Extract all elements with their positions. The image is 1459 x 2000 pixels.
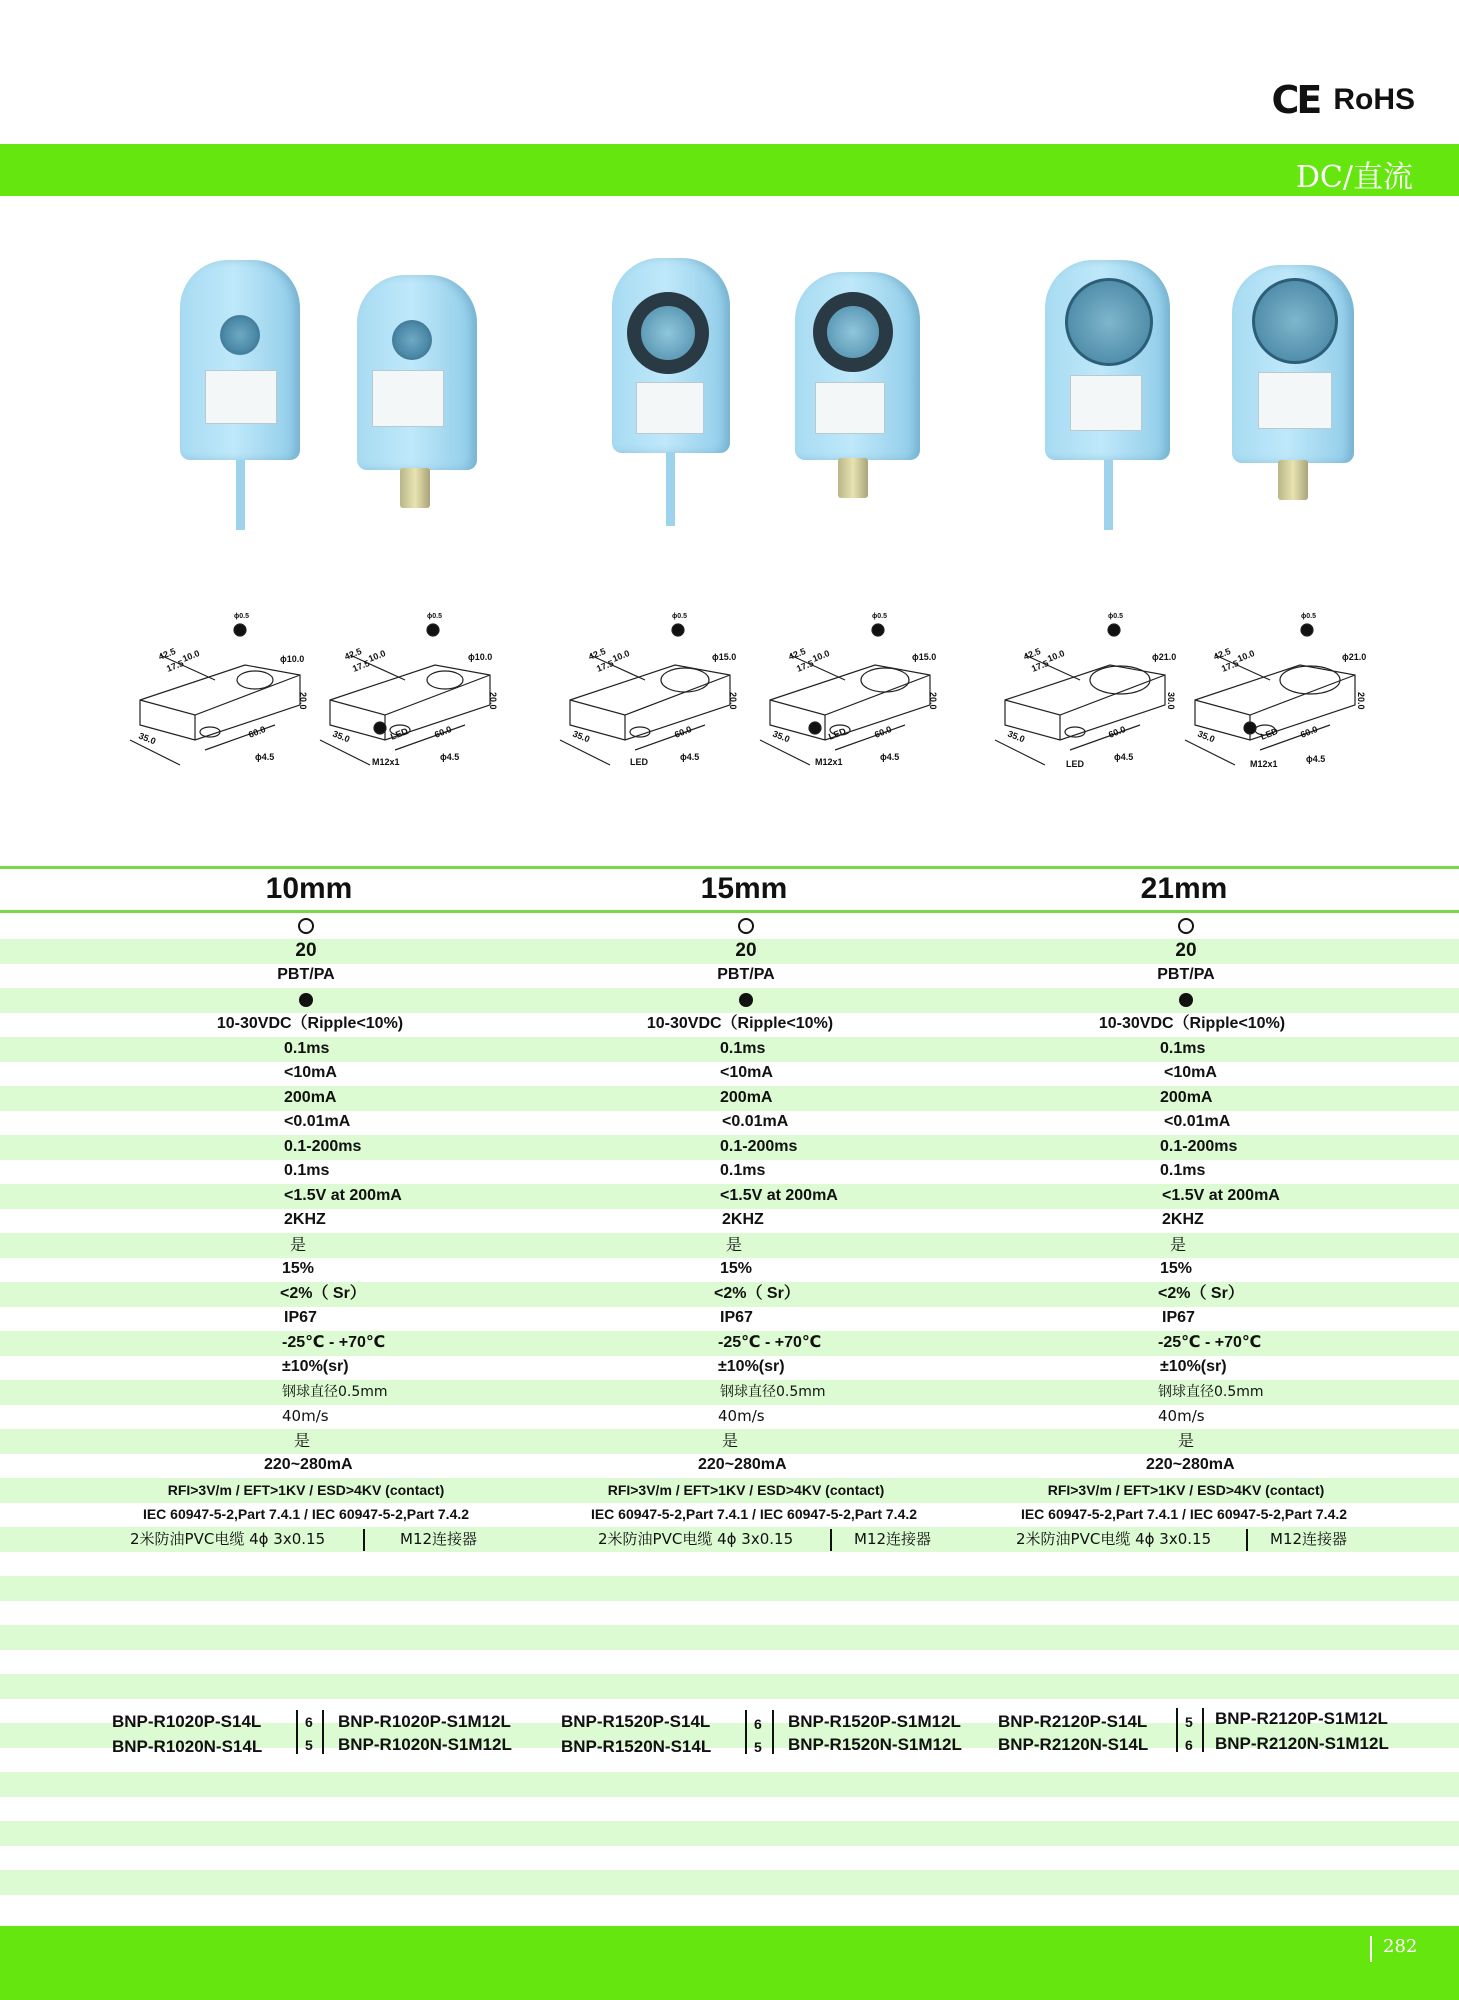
model-npn-cable: BNP-R1520N-S14L <box>561 1737 712 1756</box>
model-divider <box>772 1710 774 1754</box>
spec-value: 钢球直径0.5mm <box>720 1384 826 1400</box>
dim-label: ϕ4.5 <box>1114 752 1134 762</box>
wire-count: 5 <box>1185 1714 1193 1730</box>
dim-label: 10.0 <box>1046 648 1067 664</box>
led-tag: ϕ0.5 <box>1108 613 1123 620</box>
dim-label: 10.0 <box>181 648 202 664</box>
model-npn-cable: BNP-R2120N-S14L <box>998 1735 1149 1754</box>
dot-icon <box>299 993 313 1007</box>
spec-row <box>0 1453 1459 1478</box>
spec-value: <10mA <box>284 1064 337 1081</box>
dim-label: ϕ15.0 <box>912 652 937 662</box>
drawing-21mm-plug <box>1185 624 1355 765</box>
plug-spec: M12连接器 <box>854 1530 932 1548</box>
dim-label: 60.0 <box>247 724 268 740</box>
spec-row-connection <box>0 1527 1459 1552</box>
spec-value: IP67 <box>720 1309 753 1326</box>
dim-label: ϕ10.0 <box>280 654 305 664</box>
spec-row <box>0 939 1459 964</box>
dim-label: ϕ10.0 <box>468 652 493 662</box>
dim-label: 35.0 <box>1006 728 1027 745</box>
spec-row <box>0 1282 1459 1307</box>
dim-label: 17.5 <box>1030 658 1051 674</box>
spec-value: -25℃ - +70℃ <box>1158 1334 1262 1351</box>
led-tag: ϕ0.5 <box>672 613 687 620</box>
spec-value: 40m/s <box>282 1407 329 1425</box>
drawing-10mm-cable <box>130 624 300 765</box>
spec-value: 0.1ms <box>1160 1040 1206 1057</box>
spec-value: IP67 <box>284 1309 317 1326</box>
top-band <box>0 144 1459 196</box>
spec-value: ±10%(sr) <box>282 1358 349 1375</box>
spec-row <box>0 1429 1459 1454</box>
dim-label: 20.0 <box>1356 692 1366 710</box>
spec-row <box>0 1110 1459 1135</box>
spec-value: IEC 60947-5-2,Part 7.4.1 / IEC 60947-5-2,Part 7.4.2 <box>590 1506 918 1522</box>
spec-value: <1.5V at 200mA <box>1162 1187 1280 1204</box>
spec-value: <1.5V at 200mA <box>720 1187 838 1204</box>
wire-count: 6 <box>754 1716 762 1732</box>
spec-value: 是 <box>290 1235 307 1254</box>
spec-value: <2%（ Sr） <box>280 1285 366 1302</box>
wire-count: 5 <box>305 1737 313 1753</box>
dim-label: 10.0 <box>367 648 388 664</box>
spec-row <box>0 1380 1459 1405</box>
led-tag: ϕ0.5 <box>427 613 442 620</box>
spec-value: 10-30VDC（Ripple<10%) <box>1098 1015 1286 1032</box>
dim-label: 17.5 <box>351 658 372 674</box>
model-pnp-cable: BNP-R2120P-S14L <box>998 1712 1148 1731</box>
table-top-rule <box>0 866 1459 869</box>
thread-label: M12x1 <box>815 757 843 767</box>
dim-label: 42.5 <box>787 646 808 662</box>
page-number-divider <box>1370 1936 1372 1962</box>
spec-value: 15% <box>720 1260 753 1277</box>
model-divider <box>322 1710 324 1754</box>
spec-value: PBT/PA <box>717 966 775 983</box>
spec-value: IEC 60947-5-2,Part 7.4.1 / IEC 60947-5-2,Part 7.4.2 <box>1020 1506 1348 1522</box>
spec-value: <1.5V at 200mA <box>284 1187 402 1204</box>
spec-value: 2KHZ <box>722 1211 764 1228</box>
spec-value: 220~280mA <box>264 1456 353 1473</box>
dim-label: 10.0 <box>1236 648 1257 664</box>
spec-row <box>0 1135 1459 1160</box>
led-label: LED <box>389 725 410 742</box>
spec-value: RFI>3V/m / EFT>1KV / ESD>4KV (contact) <box>167 1482 445 1498</box>
dim-label: ϕ21.0 <box>1342 652 1367 662</box>
spec-value: 15% <box>282 1260 315 1277</box>
spec-value: <0.01mA <box>284 1113 351 1130</box>
spec-value: 40m/s <box>718 1407 765 1425</box>
dot-icon <box>739 993 753 1007</box>
spec-value: 钢球直径0.5mm <box>1158 1384 1264 1400</box>
wire-count: 6 <box>1185 1737 1193 1753</box>
led-label: LED <box>1259 725 1280 742</box>
spec-row <box>0 1012 1459 1037</box>
spec-value: <2%（ Sr） <box>1158 1285 1244 1302</box>
ring-icon <box>1178 918 1194 934</box>
dim-label: ϕ4.5 <box>680 752 700 762</box>
bottom-band <box>0 1926 1459 2000</box>
rohs-mark: RoHS <box>1333 83 1415 116</box>
spec-value: 0.1-200ms <box>1160 1138 1238 1155</box>
spec-value: 钢球直径0.5mm <box>282 1384 388 1400</box>
band-title: DC/直流 <box>1295 160 1413 195</box>
spec-value: -25℃ - +70℃ <box>718 1334 822 1351</box>
plug-spec: M12连接器 <box>400 1530 478 1548</box>
dim-label: 35.0 <box>771 728 792 745</box>
dot-icon <box>1179 993 1193 1007</box>
dim-label: 35.0 <box>331 728 352 745</box>
dim-label: ϕ4.5 <box>440 752 460 762</box>
dim-label: ϕ4.5 <box>255 752 275 762</box>
spec-value: 20 <box>295 940 317 961</box>
spec-row <box>0 1355 1459 1380</box>
drawing-15mm-plug <box>760 624 930 765</box>
dim-label: 42.5 <box>587 646 608 662</box>
drawing-21mm-cable <box>995 624 1165 765</box>
spec-value: 220~280mA <box>1146 1456 1235 1473</box>
spec-row <box>0 1478 1459 1503</box>
spec-row <box>0 1061 1459 1086</box>
ring-icon <box>298 918 314 934</box>
dim-label: 17.5 <box>595 658 616 674</box>
led-label: LED <box>827 725 848 742</box>
dim-label: 20.0 <box>298 692 308 710</box>
spec-value: 220~280mA <box>698 1456 787 1473</box>
page-number: 282 <box>1383 1936 1418 1957</box>
spec-value: 2KHZ <box>284 1211 326 1228</box>
spec-value: IP67 <box>1162 1309 1195 1326</box>
thread-label: M12x1 <box>1250 759 1278 769</box>
spec-value: RFI>3V/m / EFT>1KV / ESD>4KV (contact) <box>1047 1482 1325 1498</box>
spec-row <box>0 1233 1459 1258</box>
spec-row-shape <box>0 914 1459 939</box>
dim-label: 42.5 <box>343 646 364 662</box>
dim-label: 35.0 <box>1196 728 1217 745</box>
wire-count: 6 <box>305 1714 313 1730</box>
ring-icon <box>738 918 754 934</box>
model-pnp-plug: BNP-R1020P-S1M12L <box>338 1712 511 1731</box>
drawing-15mm-cable <box>560 624 730 765</box>
dim-label: 17.5 <box>1220 658 1241 674</box>
dim-label: 42.5 <box>157 646 178 662</box>
connection-divider <box>1246 1529 1248 1551</box>
spec-value: 是 <box>722 1431 739 1450</box>
spec-row <box>0 963 1459 988</box>
spec-value: 200mA <box>284 1089 337 1106</box>
spec-value: RFI>3V/m / EFT>1KV / ESD>4KV (contact) <box>607 1482 885 1498</box>
spec-row <box>0 1502 1459 1527</box>
spec-row <box>0 1306 1459 1331</box>
dim-label: ϕ21.0 <box>1152 652 1177 662</box>
spec-value: 15% <box>1160 1260 1193 1277</box>
spec-value: 10-30VDC（Ripple<10%) <box>646 1015 834 1032</box>
spec-value: 是 <box>726 1235 743 1254</box>
certification-marks <box>1271 78 1415 122</box>
connection-divider <box>363 1529 365 1551</box>
dim-label: 20.0 <box>928 692 938 710</box>
cable-spec: 2米防油PVC电缆 4ϕ 3x0.15 <box>598 1530 794 1548</box>
spec-row-led <box>0 988 1459 1013</box>
spec-row <box>0 1208 1459 1233</box>
dim-label: 17.5 <box>165 658 186 674</box>
model-npn-plug: BNP-R1520N-S1M12L <box>788 1735 962 1754</box>
spec-value: PBT/PA <box>277 966 335 983</box>
model-pnp-cable: BNP-R1520P-S14L <box>561 1712 711 1731</box>
spec-value: ±10%(sr) <box>718 1358 785 1375</box>
model-divider <box>1176 1708 1178 1752</box>
spec-value: 0.1ms <box>284 1040 330 1057</box>
spec-value: <2%（ Sr） <box>714 1285 800 1302</box>
spec-value: 0.1ms <box>284 1162 330 1179</box>
spec-value: 0.1ms <box>1160 1162 1206 1179</box>
wire-count: 5 <box>754 1739 762 1755</box>
cable-spec: 2米防油PVC电缆 4ϕ 3x0.15 <box>130 1530 326 1548</box>
table-header-rule <box>0 910 1459 913</box>
model-npn-plug: BNP-R2120N-S1M12L <box>1215 1734 1389 1753</box>
connection-divider <box>830 1529 832 1551</box>
spec-row <box>0 1184 1459 1209</box>
thread-label: M12x1 <box>372 757 400 767</box>
dim-label: ϕ4.5 <box>1306 754 1326 764</box>
spec-value: <0.01mA <box>722 1113 789 1130</box>
spec-value: 0.1-200ms <box>284 1138 362 1155</box>
dim-label: 17.5 <box>795 658 816 674</box>
spec-value: 是 <box>294 1431 311 1450</box>
dim-label: 10.0 <box>611 648 632 664</box>
dim-label: ϕ4.5 <box>880 752 900 762</box>
spec-value: PBT/PA <box>1157 966 1215 983</box>
dim-label: 20.0 <box>488 692 498 710</box>
led-label: LED <box>1066 759 1084 769</box>
model-divider <box>296 1710 298 1754</box>
cable-spec: 2米防油PVC电缆 4ϕ 3x0.15 <box>1016 1530 1212 1548</box>
spec-value: 0.1ms <box>720 1162 766 1179</box>
model-npn-cable: BNP-R1020N-S14L <box>112 1737 263 1756</box>
spec-value: <0.01mA <box>1164 1113 1231 1130</box>
model-divider <box>1202 1708 1204 1752</box>
spec-row <box>0 1404 1459 1429</box>
model-pnp-plug: BNP-R2120P-S1M12L <box>1215 1709 1388 1728</box>
led-label: LED <box>630 757 648 767</box>
dim-label: 30.0 <box>1166 692 1176 710</box>
size-header-15mm: 15mm <box>700 872 788 905</box>
spec-value: 200mA <box>720 1089 773 1106</box>
spec-value: 20 <box>1175 940 1197 961</box>
spec-value: -25℃ - +70℃ <box>282 1334 386 1351</box>
dim-label: 60.0 <box>433 724 454 740</box>
led-tag: ϕ0.5 <box>234 613 249 620</box>
size-header-21mm: 21mm <box>1140 872 1228 905</box>
spec-row <box>0 1037 1459 1062</box>
led-tag: ϕ0.5 <box>872 613 887 620</box>
spec-value: 2KHZ <box>1162 1211 1204 1228</box>
spec-value: <10mA <box>1164 1064 1217 1081</box>
spec-value: 是 <box>1178 1431 1195 1450</box>
led-tag: ϕ0.5 <box>1301 613 1316 620</box>
spec-row <box>0 1257 1459 1282</box>
spec-row <box>0 1331 1459 1356</box>
dim-label: 60.0 <box>873 724 894 740</box>
model-divider <box>745 1710 747 1754</box>
model-npn-plug: BNP-R1020N-S1M12L <box>338 1735 512 1754</box>
plug-spec: M12连接器 <box>1270 1530 1348 1548</box>
spec-value: 200mA <box>1160 1089 1213 1106</box>
dim-label: 35.0 <box>137 730 158 747</box>
ce-mark: CE <box>1271 78 1320 122</box>
dim-label: ϕ15.0 <box>712 652 737 662</box>
spec-value: 0.1-200ms <box>720 1138 798 1155</box>
dim-label: 10.0 <box>811 648 832 664</box>
spec-value: 10-30VDC（Ripple<10%) <box>216 1015 404 1032</box>
spec-row <box>0 1086 1459 1111</box>
spec-value: 0.1ms <box>720 1040 766 1057</box>
dim-label: 60.0 <box>673 724 694 740</box>
spec-value: <10mA <box>720 1064 773 1081</box>
dim-label: 35.0 <box>571 728 592 745</box>
model-pnp-plug: BNP-R1520P-S1M12L <box>788 1712 961 1731</box>
spec-value: 是 <box>1170 1235 1187 1254</box>
dim-label: 60.0 <box>1299 724 1320 740</box>
spec-row <box>0 1159 1459 1184</box>
dim-label: 60.0 <box>1107 724 1128 740</box>
dim-label: 42.5 <box>1212 646 1233 662</box>
dim-label: 42.5 <box>1022 646 1043 662</box>
spec-value: IEC 60947-5-2,Part 7.4.1 / IEC 60947-5-2,Part 7.4.2 <box>142 1506 470 1522</box>
model-pnp-cable: BNP-R1020P-S14L <box>112 1712 262 1731</box>
spec-value: 20 <box>735 940 757 961</box>
spec-value: ±10%(sr) <box>1160 1358 1227 1375</box>
dimension-drawings <box>0 610 1459 780</box>
spec-value: 40m/s <box>1158 1407 1205 1425</box>
size-header-10mm: 10mm <box>265 872 353 905</box>
dim-label: 20.0 <box>728 692 738 710</box>
